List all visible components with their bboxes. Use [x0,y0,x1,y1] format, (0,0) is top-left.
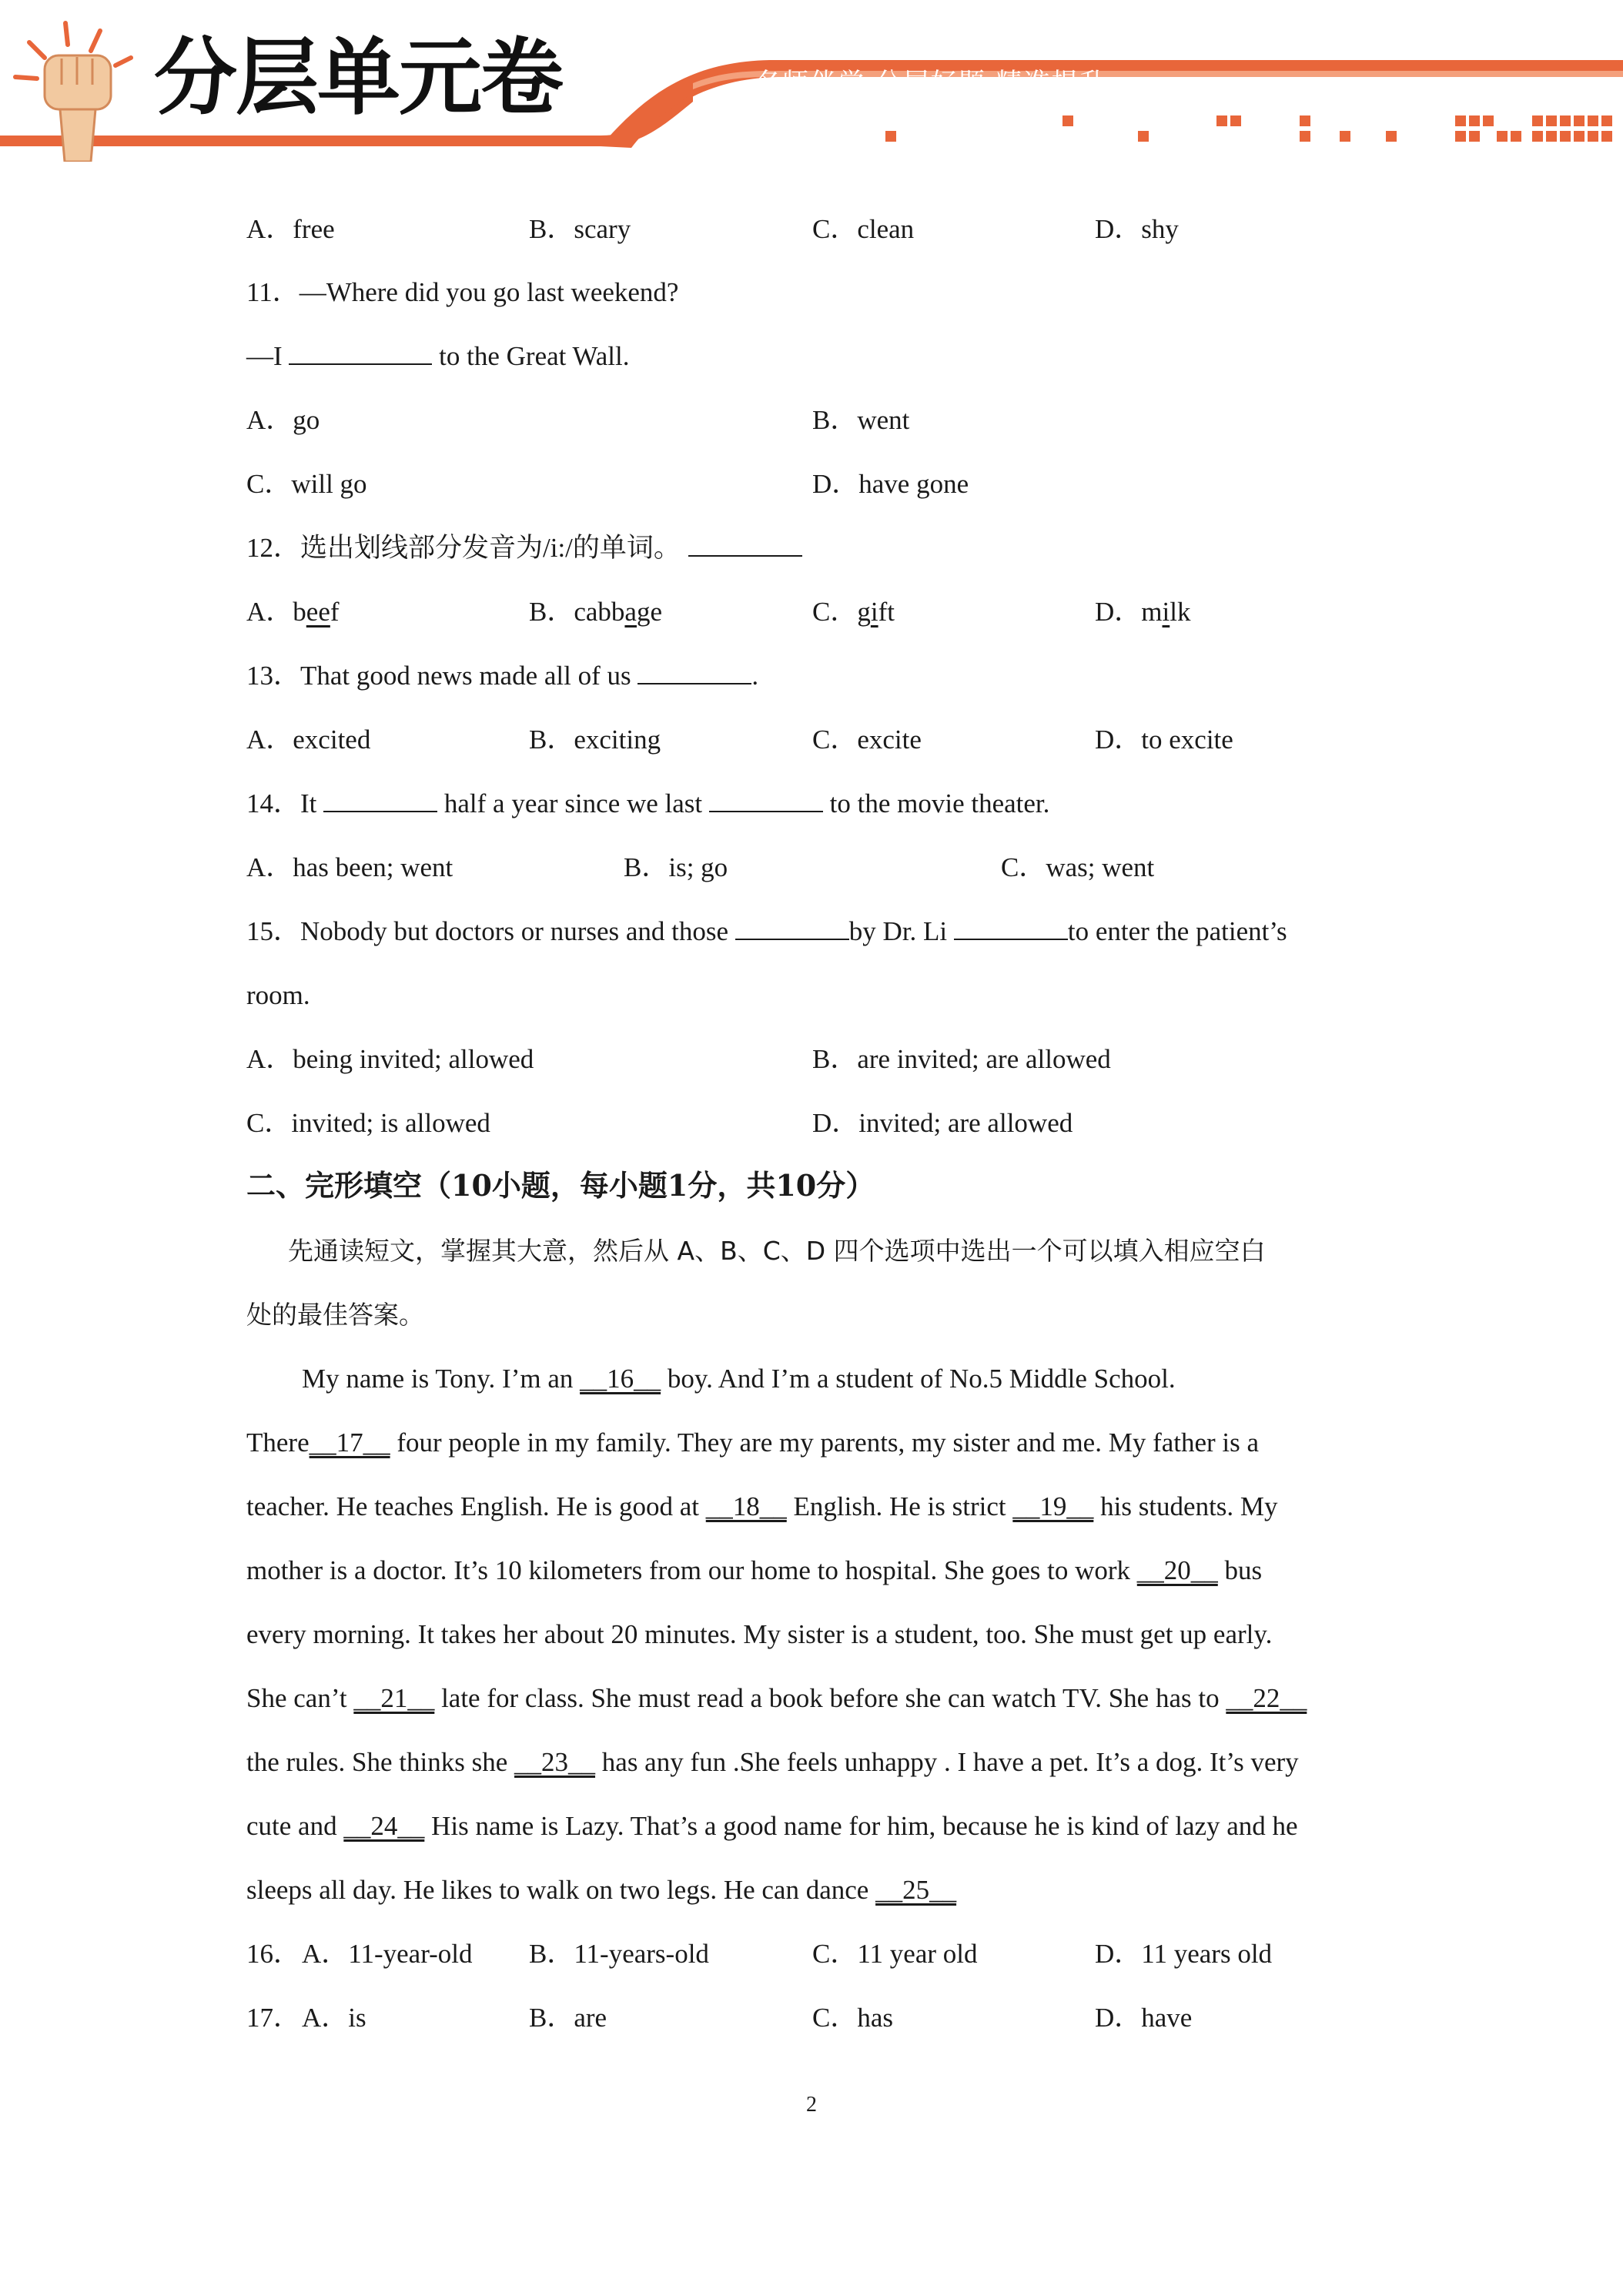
q14-stem-end: to the movie theater. [822,788,1050,818]
q17-option-d: D．have [1095,2003,1193,2033]
blank-21[interactable]: __21__ [353,1683,435,1713]
q15-blank-2[interactable] [954,915,1068,940]
q14-stem-start: 14．It [246,788,324,818]
q17-number: 17． [246,2003,301,2033]
q11-line2 [246,340,629,373]
q11-option-d: D．have gone [812,469,969,499]
blank-17[interactable]: __17__ [309,1427,390,1458]
q11-option-c: C．will go [246,469,367,499]
section-2-instruction-line2: 处的最佳答案。 [246,1300,424,1330]
blank-20[interactable]: __20__ [1136,1555,1218,1585]
q13-stem-start: 13．That good news made all of us [246,661,638,691]
q13-stem [246,659,758,693]
passage-line-5: every morning. It takes her about 20 minutes. My sister is a student, too. She must get up early. [246,1619,1273,1649]
passage-line-4: mother is a doctor. It’s 10 kilometers from our home to hospital. She goes to work __20__ bus [246,1555,1263,1585]
q15-option-a: A．being invited; allowed [246,1044,534,1074]
blank-23[interactable]: __23__ [514,1747,596,1777]
blank-19[interactable]: __19__ [1012,1491,1094,1521]
q11-option-b: B．went [812,405,910,435]
q15-stem-end: to enter the patient’s [1067,916,1287,946]
q16-number: 16． [246,1939,301,1969]
q11-answer-blank[interactable] [289,340,432,365]
q14-blank-2[interactable] [709,788,823,812]
q12-option-d: D．milk [1095,597,1191,627]
passage-line-2: There__17__ four people in my family. They are my parents, my sister and me. My father is a [246,1427,1260,1458]
q13-option-d: D．to excite [1095,725,1233,755]
passage-line-1: My name is Tony. I’m an __16__ boy. And I’m a student of No.5 Middle School. [302,1364,1176,1394]
q13-option-c: C．excite [812,725,922,755]
q13-option-b: B．exciting [529,725,661,755]
q15-stem-middle: by Dr. Li [848,916,954,946]
q16-option-a: A．11-year-old [302,1939,473,1969]
q16-option-d: D．11 years old [1095,1939,1273,1969]
passage-line-8: cute and __24__ His name is Lazy. That’s a good name for him, because he is kind of lazy and he [246,1811,1298,1841]
q13-option-a: A．excited [246,725,371,755]
q17-option-a: A．is [302,2003,366,2033]
blank-25[interactable]: __25__ [875,1875,957,1905]
passage-line-3: teacher. He teaches English. He is good at __18__ English. He is strict __19__ his students. My [246,1491,1278,1521]
q16-option-c: C．11 year old [812,1939,978,1969]
page-header [0,0,1623,162]
section-2-instruction-line1: 先通读短文，掌握其大意，然后从 A、B、C、D 四个选项中选出一个可以填入相应空白 [288,1236,1266,1266]
q15-option-d: D．invited; are allowed [812,1108,1073,1138]
q15-option-b: B．are invited; are allowed [812,1044,1111,1074]
blank-16[interactable]: __16__ [580,1364,661,1394]
q17-option-c: C．has [812,2003,894,2033]
q10-option-b: B．scary [529,214,631,244]
q16-option-b: B．11-years-old [529,1939,709,1969]
q10-option-a: A．free [246,214,335,244]
q12-option-b: B．cabbage [529,597,663,627]
blank-18[interactable]: __18__ [705,1491,787,1521]
brand-title: 分层单元卷 [154,30,563,126]
blank-24[interactable]: __24__ [343,1811,425,1841]
q17-option-b: B．are [529,2003,607,2033]
q15-stem-start: 15．Nobody but doctors or nurses and those [246,916,735,946]
q15-blank-1[interactable] [735,915,849,940]
header-slogan: 名师伴学 分层好题 精准提升 [755,68,1107,99]
page-number: 2 [806,2093,817,2117]
q14-option-b: B．is; go [624,852,728,882]
q14-stem-middle: half a year since we last [437,788,709,818]
q12-answer-blank[interactable] [688,532,802,557]
q14-blank-1[interactable] [323,788,437,812]
q11-option-a: A．go [246,405,320,435]
q13-stem-end: . [751,661,759,691]
q10-option-d: D．shy [1095,214,1179,244]
q11-stem: 11．—Where did you go last weekend? [246,277,679,307]
q12-option-c: C．gift [812,597,895,627]
q14-option-c: C．was; went [1001,852,1155,882]
section-2-title: 二、完形填空（10小题，每小题1分，共10分） [246,1168,875,1203]
q11-line2-end: to the Great Wall. [432,341,630,371]
q15-stem-cont: room. [246,980,310,1010]
q14-stem [246,787,1049,821]
passage-line-7: the rules. She thinks she __23__ has any fun .She feels unhappy . I have a pet. It’s a dog. It’s very [246,1747,1299,1777]
q15-option-c: C．invited; is allowed [246,1108,490,1138]
q12-option-a: A．beef [246,597,340,627]
decorative-squares [885,115,1612,142]
passage-line-6: She can’t __21__ late for class. She must read a book before she can watch TV. She has to __22__ [246,1683,1307,1713]
blank-22[interactable]: __22__ [1226,1683,1307,1713]
q10-option-c: C．clean [812,214,915,244]
q12-stem [246,531,802,565]
q14-option-a: A．has been; went [246,852,453,882]
q12-stem-text: 12．选出划线部分发音为/i:/的单词。 [246,533,681,563]
passage-line-9: sleeps all day. He likes to walk on two legs. He can dance __25__ [246,1875,957,1905]
q11-line2-start: —I [246,341,289,371]
q13-answer-blank[interactable] [637,660,751,684]
q15-stem [246,915,1287,949]
